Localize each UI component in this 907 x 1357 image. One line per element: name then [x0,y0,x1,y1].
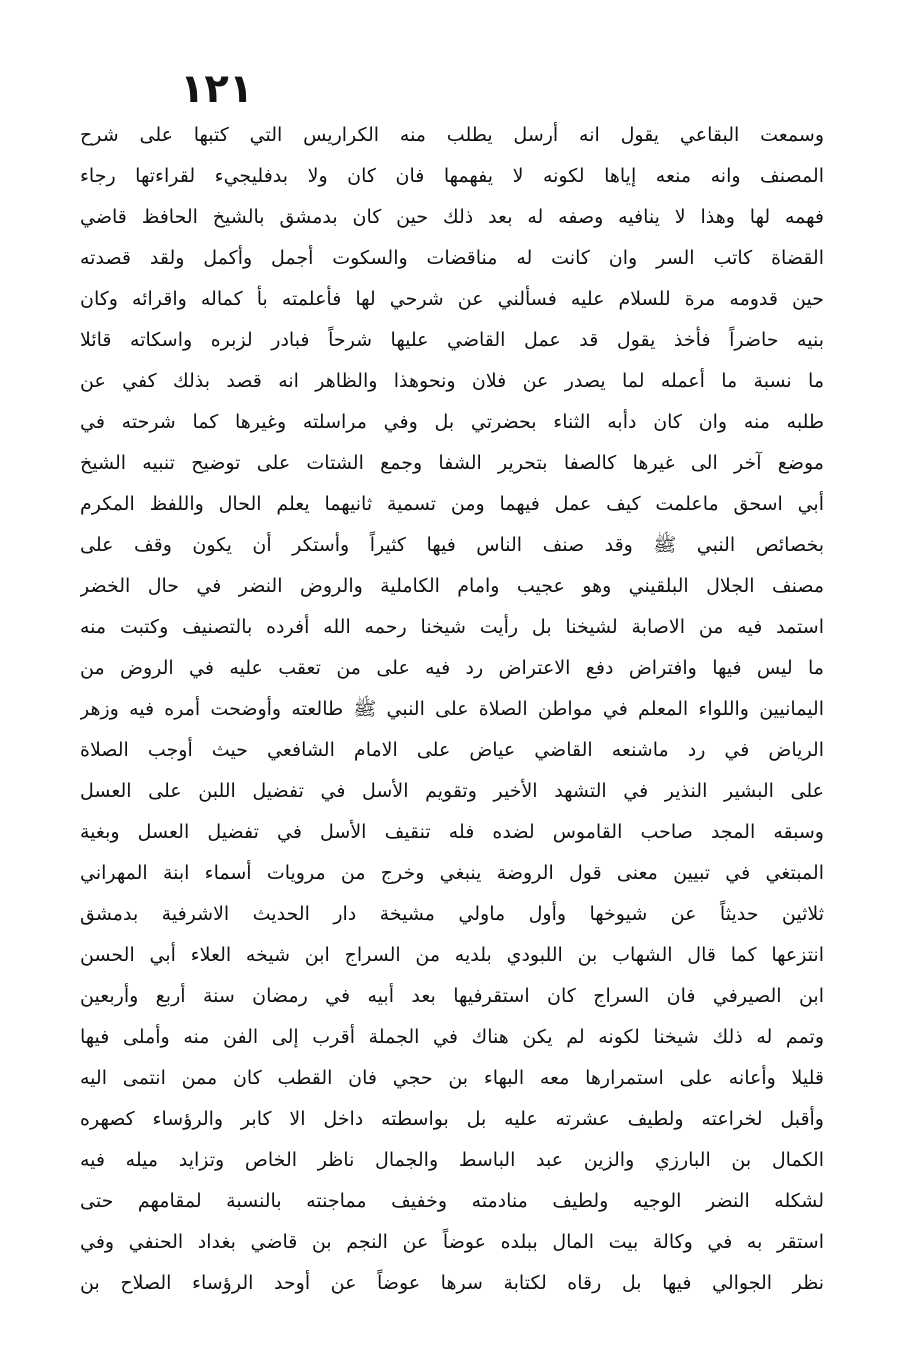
text-line: المبتغي في تبيين معنى قول الروضة ينبغي وخرج من مرويات أسماء ابنة المهراني [80,862,824,884]
text-line: لشكله النضر الوجيه ولطيف منادمته وخفيف مماجنته بالنسبة لمقامهم حتى [80,1190,824,1212]
text-line: حين قدومه مرة للسلام عليه فسألني عن شرحي لها فأعلمته بأ كماله واقرائه وكان [80,288,824,310]
text-line: مصنف الجلال البلقيني وهو عجيب وامام الكاملية والروض النضر في حال الخضر [80,575,824,597]
text-line: طلبه منه وان كان دأبه الثناء بحضرتي بل وفي مراسلته وغيرها كما شرحته في [80,411,824,433]
text-line: نظر الجوالي فيها بل رقاه لكتابة سرها عوضاً عن أوحد الرؤساء الصلاح بن [80,1272,824,1294]
text-line: موضع آخر الى غيرها كالصفا بتحرير الشفا وجمع الشتات على توضيح تنبيه الشيخ [80,452,824,474]
text-line: وتمم له ذلك شيخنا لكونه لم يكن هناك في الجملة أقرب إلى الفن منه وأملى فيها [80,1026,824,1048]
text-line: القضاة كاتب السر وان كانت له مناقضات والسكوت أجمل وأكمل ولقد قصدته [80,247,824,269]
text-line: ابن الصيرفي فان السراج كان استقرفيها بعد أبيه في رمضان سنة أربع وأربعين [80,985,824,1007]
text-line: فهمه لها وهذا لا ينافيه وصفه له بعد ذلك حين كان بدمشق بالشيخ الحافظ قاضي [80,206,824,228]
text-line: استمد فيه من الاصابة لشيخنا بل رأيت شيخنا رحمه الله أفرده بالتصنيف وكتبت منه [80,616,824,638]
text-line: ثلاثين حديثاً عن شيوخها وأول ماولي مشيخة دار الحديث الاشرفية بدمشق [80,903,824,925]
text-line: قليلا وأعانه على استمرارها معه البهاء بن حجي فان القطب كان ممن انتمى اليه [80,1067,824,1089]
text-line: استقر به في وكالة بيت المال ببلده عوضاً عن النجم بن قاضي بغداد الحنفي وفي [80,1231,824,1253]
text-line: بخصائص النبي ﷺ وقد صنف الناس فيها كثيراً وأستكر أن يكون وقف على [80,534,824,556]
text-line: اليمانيين واللواء المعلم في مواطن الصلاة على النبي ﷺ طالعته وأوضحت أمره فيه وزهر [80,698,824,720]
text-line: أبي اسحق ماعلمت كيف عمل فيهما ومن تسمية ثانيهما يعلم الحال واللفظ المكرم [80,493,824,515]
text-line: وأقبل لخراعته ولطيف عشرته عليه بل بواسطته داخل الا كابر والرؤساء كصهره [80,1108,824,1130]
text-line: ما ليس فيها وافتراض دفع الاعتراض رد فيه على من تعقب عليه في الروض من [80,657,824,679]
page-number: ١٢١ [180,66,254,112]
text-line: ما نسبة ما أعمله لما يصدر عن فلان ونحوهذا والظاهر انه قصد بذلك كفي عن [80,370,824,392]
text-line: انتزعها كما قال الشهاب بن اللبودي بلديه من السراج ابن شيخه العلاء أبي الحسن [80,944,824,966]
text-line: على البشير النذير في التشهد الأخير وتقويم الأسل في تفضيل اللبن على العسل [80,780,824,802]
text-line: الرياض في رد ماشنعه القاضي عياض على الامام الشافعي حيث أوجب الصلاة [80,739,824,761]
text-line: المصنف وانه منعه إياها لكونه لا يفهمها فان كان ولا بدفليجيء لقراءتها رجاء [80,165,824,187]
text-line: بنيه حاضراً فأخذ يقول قد عمل القاضي عليها شرحاً فبادر لزبره واسكاته قائلا [80,329,824,351]
text-line: وسبقه المجد صاحب القاموس لضده فله تنقيف الأسل في تفضيل العسل وبغية [80,821,824,843]
text-line: الكمال بن البارزي والزين عبد الباسط والجمال ناظر الخاص وتزايد ميله فيه [80,1149,824,1171]
text-block [80,113,824,1303]
text-line: وسمعت البقاعي يقول انه أرسل يطلب منه الكراريس التي كتبها على شرح [80,124,824,146]
